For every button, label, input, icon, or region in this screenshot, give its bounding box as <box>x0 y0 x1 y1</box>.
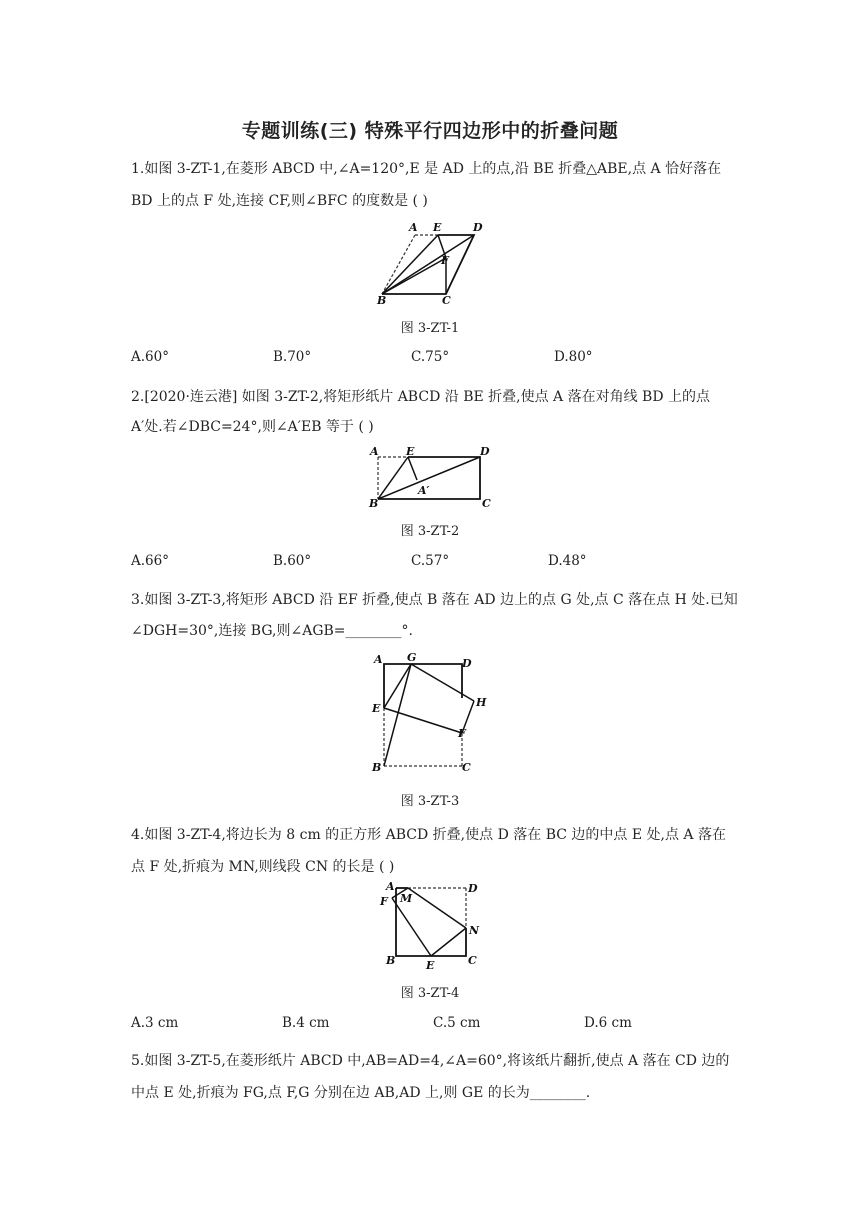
q2-option-a: A.66° <box>131 553 169 569</box>
label-d: D <box>473 221 483 234</box>
figure-3-zt-4 <box>378 878 482 972</box>
q4-text-line1: 4.如图 3-ZT-4,将边长为 8 cm 的正方形 ABCD 折叠,使点 D 落在 BC 边的中点 E 处,点 A 落在 <box>131 827 726 843</box>
q2-option-d: D.48° <box>548 553 587 569</box>
q4-text-line2: 点 F 处,折痕为 MN,则线段 CN 的长是 ( ) <box>131 859 395 875</box>
q1-text-line2: BD 上的点 F 处,连接 CF,则∠BFC 的度数是 ( ) <box>131 193 428 209</box>
q1-option-d: D.80° <box>554 349 593 365</box>
label-d: D <box>462 657 472 670</box>
q1-option-b: B.70° <box>273 349 312 365</box>
q4-option-d: D.6 cm <box>584 1015 632 1031</box>
label-f: F <box>458 727 466 740</box>
figure-3-zt-2 <box>368 443 498 509</box>
label-a-prime: A′ <box>418 484 430 497</box>
label-a: A <box>370 445 379 458</box>
q2-option-c: C.57° <box>411 553 450 569</box>
segment-en <box>431 928 466 956</box>
figure-caption-4: 图 3-ZT-4 <box>400 986 460 1001</box>
q1-text-line1: 1.如图 3-ZT-1,在菱形 ABCD 中,∠A=120°,E 是 AD 上的点,沿 BE 折叠△ABE,点 A 恰好落在 <box>131 161 722 177</box>
q3-text-line1: 3.如图 3-ZT-3,将矩形 ABCD 沿 EF 折叠,使点 B 落在 AD 边上的点 G 处,点 C 落在点 H 处.已知 <box>131 592 738 608</box>
label-m: M <box>400 892 413 905</box>
q2-text-line2: A′处.若∠DBC=24°,则∠A′EB 等于 ( ) <box>131 419 374 435</box>
q1-option-c: C.75° <box>411 349 450 365</box>
label-n: N <box>469 924 480 937</box>
label-c: C <box>482 497 491 509</box>
label-e: E <box>372 702 381 715</box>
label-e: E <box>426 959 435 972</box>
q2-text-line1: 2.[2020·连云港] 如图 3-ZT-2,将矩形纸片 ABCD 沿 BE 折叠,使点 A 落在对角线 BD 上的点 <box>131 389 711 405</box>
segment-ea-prime <box>408 457 417 480</box>
figure-caption-2: 图 3-ZT-2 <box>400 524 460 539</box>
label-a: A <box>386 880 395 893</box>
label-c: C <box>462 761 471 774</box>
label-g: G <box>407 651 417 664</box>
label-b: B <box>372 761 382 774</box>
segment-fe <box>392 898 431 956</box>
label-a: A <box>374 653 383 666</box>
label-c: C <box>468 954 477 967</box>
q4-option-a: A.3 cm <box>131 1015 179 1031</box>
label-e: E <box>433 221 442 234</box>
label-b: B <box>377 294 387 306</box>
label-f: F <box>380 895 388 908</box>
q5-text-line1: 5.如图 3-ZT-5,在菱形纸片 ABCD 中,AB=AD=4,∠A=60°,将该纸片翻折,使点 A 落在 CD 边的 <box>131 1053 730 1069</box>
q4-option-b: B.4 cm <box>282 1015 330 1031</box>
figure-caption-3: 图 3-ZT-3 <box>400 794 460 809</box>
label-c: C <box>442 294 451 306</box>
label-f: F <box>441 254 449 267</box>
label-b: B <box>369 497 379 509</box>
label-h: H <box>476 696 487 709</box>
q1-option-a: A.60° <box>131 349 169 365</box>
q5-text-line2: 中点 E 处,折痕为 FG,点 F,G 分别在边 AB,AD 上,则 GE 的长为________. <box>131 1085 591 1101</box>
figure-caption-1: 图 3-ZT-1 <box>400 321 460 336</box>
page-title: 专题训练(三) 特殊平行四边形中的折叠问题 <box>241 120 619 142</box>
figure-3-zt-3 <box>366 650 496 776</box>
figure-3-zt-1 <box>370 218 490 306</box>
label-a: A <box>409 221 418 234</box>
crease-mn <box>408 888 466 928</box>
q3-text-line2: ∠DGH=30°,连接 BG,则∠AGB=________°. <box>131 623 413 639</box>
label-e: E <box>406 445 415 458</box>
label-b: B <box>386 954 396 967</box>
label-d: D <box>468 882 478 895</box>
q4-option-c: C.5 cm <box>433 1015 481 1031</box>
segment-ge <box>384 664 411 708</box>
label-d: D <box>480 445 490 458</box>
q2-option-b: B.60° <box>273 553 312 569</box>
